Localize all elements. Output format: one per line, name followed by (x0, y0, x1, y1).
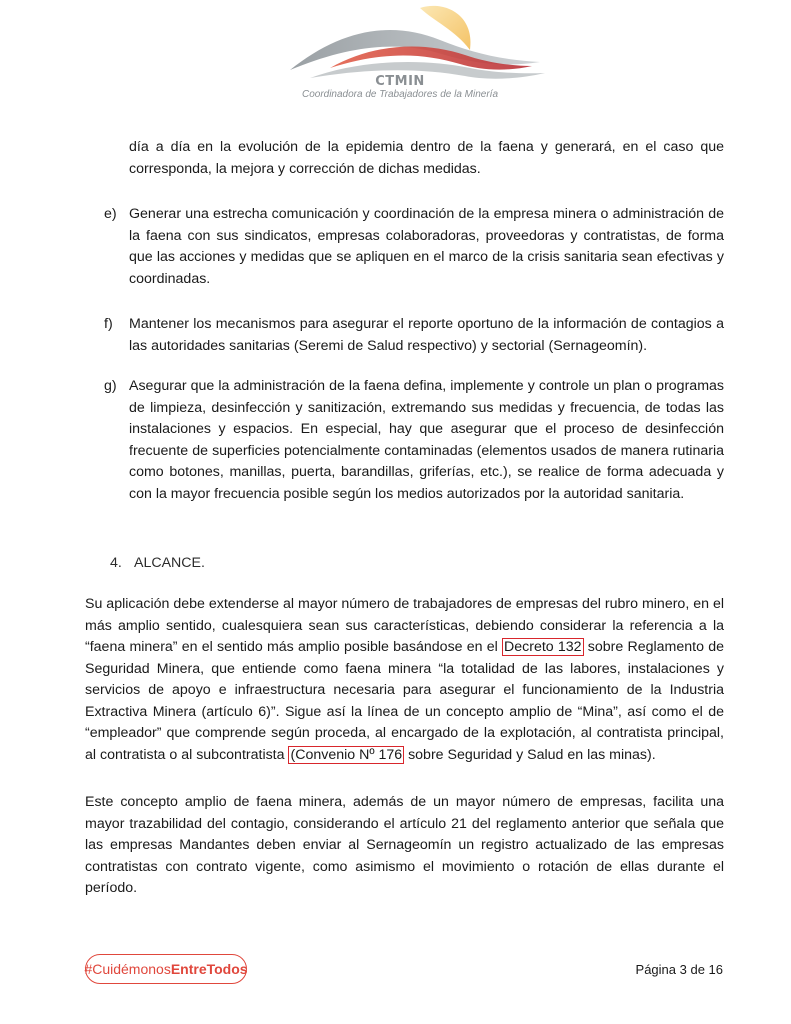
list-item-text: Mantener los mecanismos para asegurar el reporte oportuno de la información de contagios a las autoridades sanitarias (Seremi de Salud respectivo) y sectorial (Sernageomín). (129, 316, 724, 354)
hashtag-prefix: #Cuidémonos (84, 961, 171, 977)
continuation-paragraph: día a día en la evolución de la epidemia dentro de la faena y generará, en el caso que corresponda, la mejora y corrección de dichas medidas. (129, 139, 724, 177)
list-item-g (104, 376, 724, 505)
logo-subtitle: Coordinadora de Trabajadores de la Minería (301, 89, 499, 100)
scope-text-3: sobre Seguridad y Salud en las minas). (404, 746, 656, 763)
hashtag-bold: EntreTodos (170, 961, 248, 977)
section-heading (110, 555, 205, 571)
list-marker: g) (104, 378, 117, 394)
page-number: Página 3 de 16 (635, 962, 723, 977)
scope-text-1: Su aplicación debe extenderse al mayor número de trabajadores de empresas del rubro minero, en el más amplio sentido, cualesquiera sean sus características, debiendo considerar la referencia a la “faena minera” en el sentido más amplio posible basándose en el (85, 596, 724, 655)
section-title: ALCANCE. (134, 555, 205, 571)
convenio-176-link[interactable]: (Convenio Nº 176 (290, 746, 403, 763)
list-item-text: Asegurar que la administración de la faena defina, implemente y controle un plan o programas de limpieza, desinfección y sanitización, extremando sus medidas y frecuencia, de todas las instalaciones y espacios. En especial, hay que asegurar que el proceso de desinfección frecuente de superficies potencialmente contaminadas (elementos usados de manera rutinaria como botones, manillas, puerta, barandillas, griferías, etc.), se realice de forma adecuada y con la mayor frecuencia posible según los medios autorizados por la autoridad sanitaria. (129, 378, 724, 502)
scope-paragraph (85, 594, 724, 766)
traceability-paragraph: Este concepto amplio de faena minera, además de un mayor número de empresas, facilita una mayor trazabilidad del contagio, considerando el artículo 21 del reglamento anterior que señala que las empresas Mandantes deben enviar al Sernageomín un registro actualizado de las empresas contratistas con contrato vigente, como asimismo el movimiento o rotación de ellas durante el período. (85, 794, 724, 896)
scope-text-2: sobre Reglamento de Seguridad Minera, que entiende como faena minera “la totalidad de las labores, instalaciones y servicios de apoyo e infraestructura necesaria para asegurar el funcionamiento de la Industria Extractiva Minera (artículo 6)”. Sigue así la línea de un concepto amplio de “Mina”, así como el de “empleador” que comprende según proceda, al encargado de la explotación, al contratista principal, al contratista o al subcontratista (85, 639, 724, 763)
decreto-132-link[interactable]: Decreto 132 (504, 639, 582, 655)
list-item-f (104, 314, 724, 357)
list-item-e (104, 204, 724, 290)
list-marker: f) (104, 316, 113, 332)
hashtag-badge (85, 954, 247, 984)
list-marker: e) (104, 206, 117, 222)
list-item-text: Generar una estrecha comunicación y coordinación de la empresa minera o administración de la faena con sus sindicatos, empresas colaboradoras, proveedoras y contratistas, de forma que las acciones y medidas que se apliquen en el marco de la crisis sanitaria sean efectivas y coordinadas. (129, 206, 724, 287)
section-number: 4. (110, 555, 122, 571)
logo-title: CTMIN (375, 74, 425, 89)
